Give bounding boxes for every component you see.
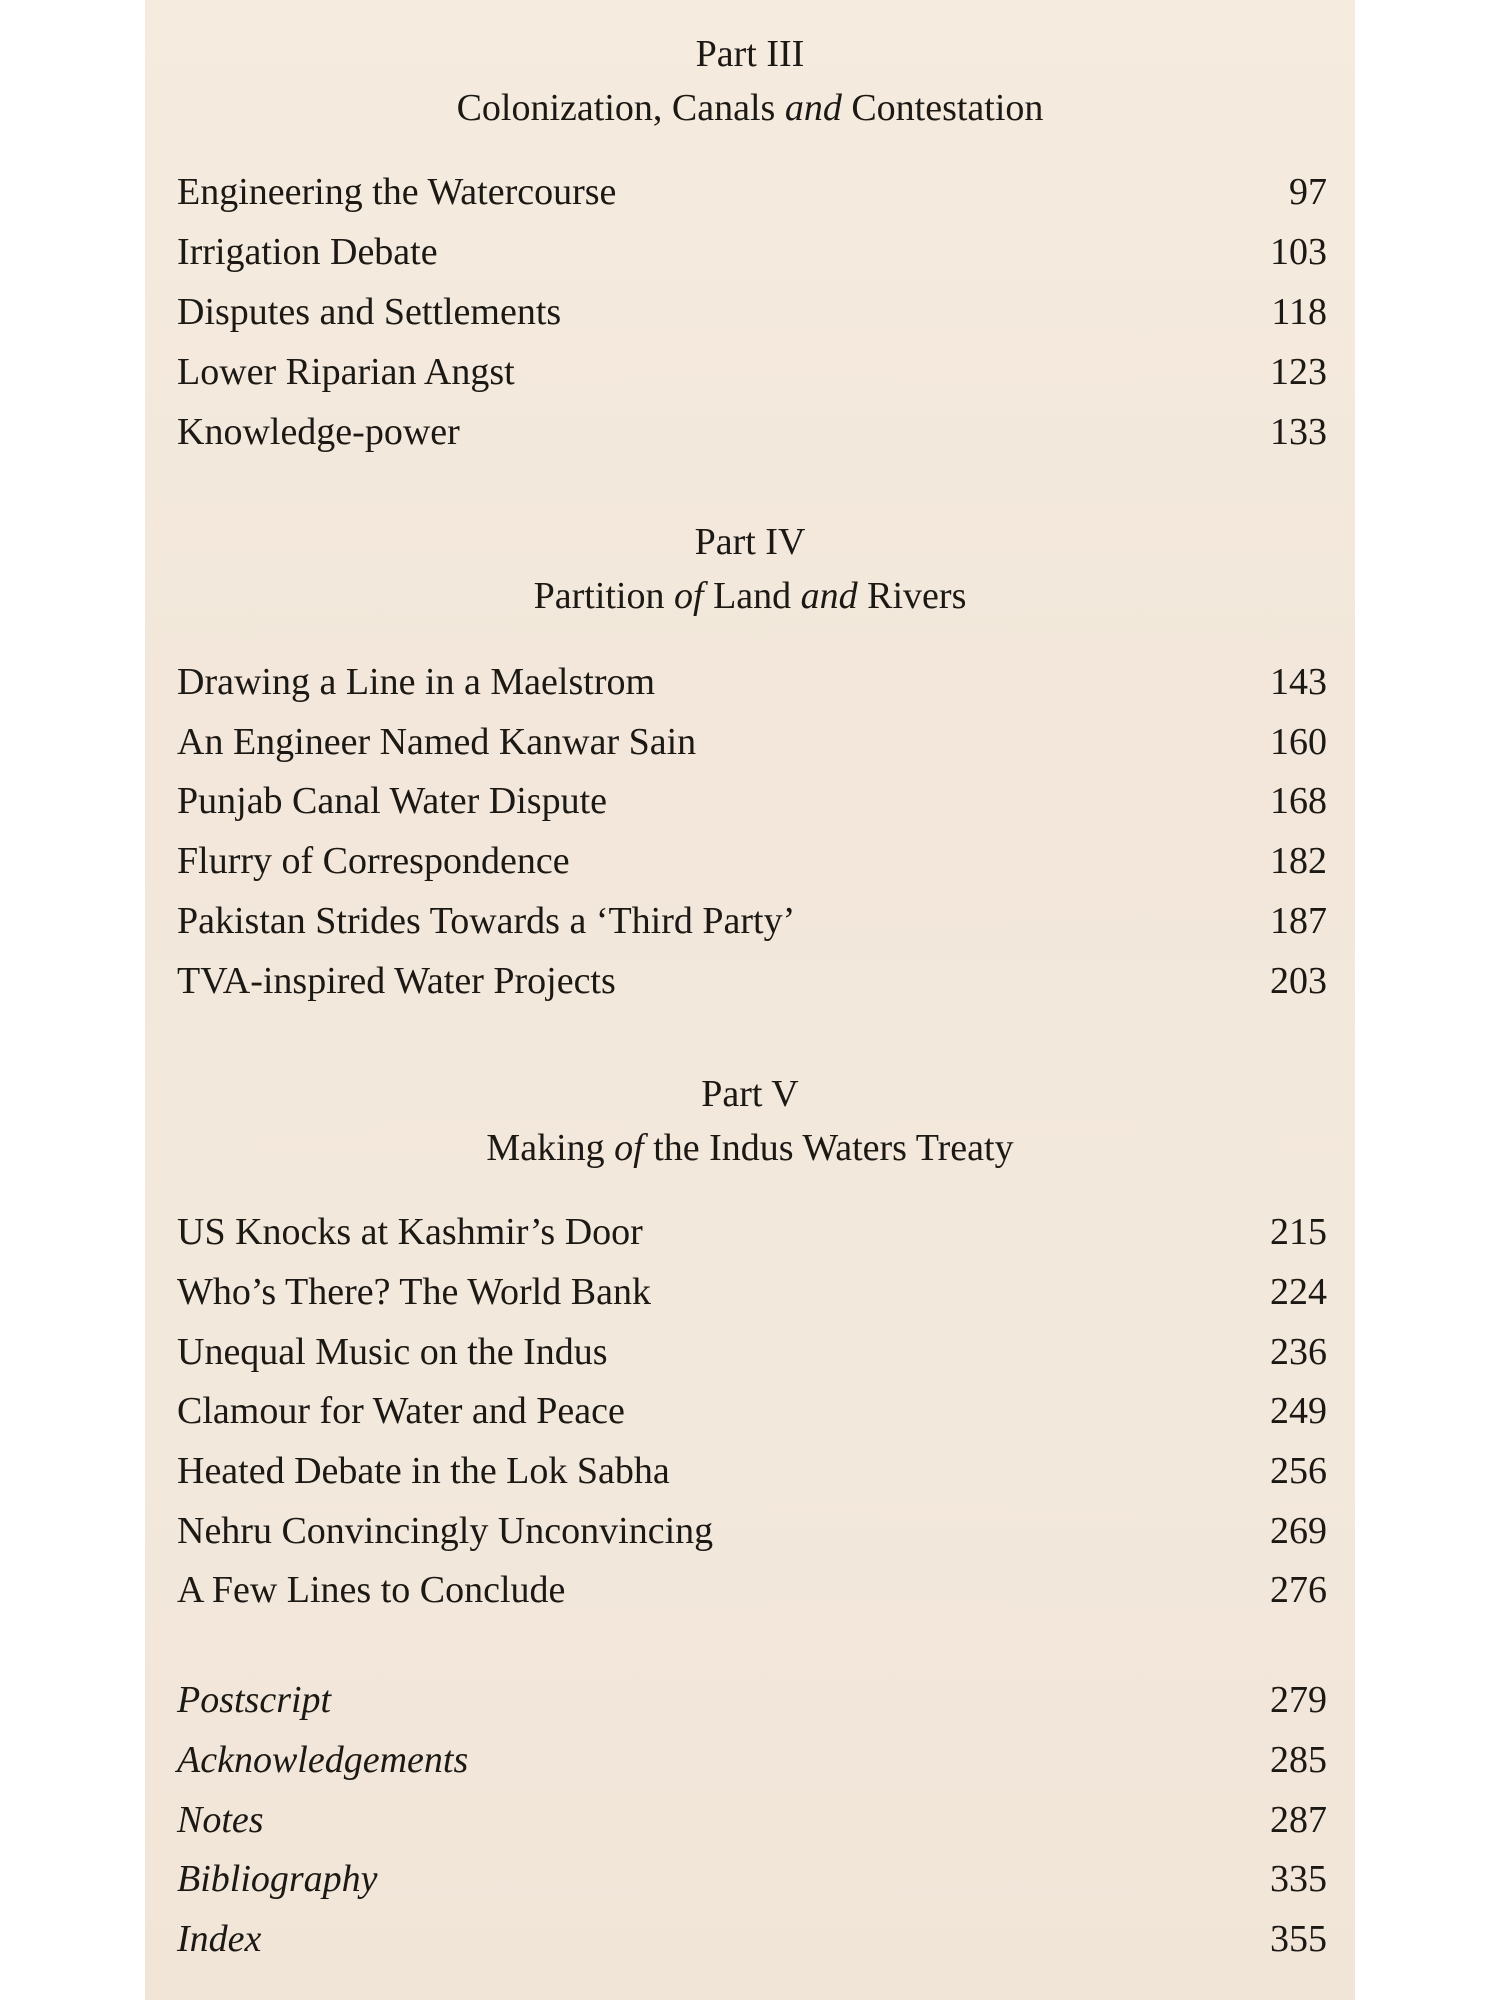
toc-entry-title: An Engineer Named Kanwar Sain bbox=[177, 721, 697, 763]
part-title-segment: Making bbox=[486, 1127, 615, 1169]
back-matter-title: Notes bbox=[177, 1799, 264, 1841]
toc-entry[interactable] bbox=[177, 1503, 1327, 1559]
part-title bbox=[145, 1122, 1355, 1174]
toc-entry-title: Knowledge-power bbox=[177, 411, 460, 453]
part-heading: Part V bbox=[701, 1073, 799, 1115]
toc-entry-page: 123 bbox=[1270, 351, 1327, 393]
toc-entry-title: US Knocks at Kashmir’s Door bbox=[177, 1211, 643, 1253]
toc-entry[interactable] bbox=[177, 953, 1327, 1009]
toc-entry-title: Unequal Music on the Indus bbox=[177, 1331, 608, 1373]
toc-entry[interactable] bbox=[177, 1324, 1327, 1380]
back-matter-entry[interactable] bbox=[177, 1851, 1327, 1907]
toc-entry-title: Drawing a Line in a Maelstrom bbox=[177, 661, 656, 703]
toc-entry-title: Lower Riparian Angst bbox=[177, 351, 515, 393]
toc-entry-title: Irrigation Debate bbox=[177, 231, 438, 273]
toc-entry-title: A Few Lines to Conclude bbox=[177, 1569, 566, 1611]
toc-entry-page: 276 bbox=[1270, 1569, 1327, 1611]
toc-entry-page: 103 bbox=[1270, 231, 1327, 273]
part-heading: Part IV bbox=[694, 521, 806, 563]
toc-entry-page: 168 bbox=[1270, 780, 1327, 822]
part-title bbox=[145, 82, 1355, 134]
toc-entry-page: 143 bbox=[1270, 661, 1327, 703]
toc-entry-page: 269 bbox=[1270, 1510, 1327, 1552]
back-matter-title: Index bbox=[177, 1918, 262, 1960]
back-matter-title: Acknowledgements bbox=[177, 1739, 469, 1781]
toc-entry[interactable] bbox=[177, 1443, 1327, 1499]
part-title-segment: of bbox=[614, 1127, 644, 1169]
toc-entry-title: Heated Debate in the Lok Sabha bbox=[177, 1450, 670, 1492]
toc-entry-page: 182 bbox=[1270, 840, 1327, 882]
toc-entry-page: 215 bbox=[1270, 1211, 1327, 1253]
back-matter-page: 355 bbox=[1270, 1918, 1327, 1960]
back-matter-entry[interactable] bbox=[177, 1672, 1327, 1728]
toc-entry-page: 160 bbox=[1270, 721, 1327, 763]
back-matter-page: 285 bbox=[1270, 1739, 1327, 1781]
toc-entry-page: 97 bbox=[1289, 171, 1327, 213]
back-matter-title: Bibliography bbox=[177, 1858, 378, 1900]
part-title-segment: Colonization, Canals bbox=[456, 87, 785, 129]
part-title-segment: Land bbox=[703, 575, 801, 617]
part-title-segment: and bbox=[800, 575, 858, 617]
toc-entry-page: 118 bbox=[1271, 291, 1327, 333]
toc-entry[interactable] bbox=[177, 284, 1327, 340]
toc-entry-title: Nehru Convincingly Unconvincing bbox=[177, 1510, 714, 1552]
toc-entry-title: Clamour for Water and Peace bbox=[177, 1390, 625, 1432]
book-page bbox=[145, 0, 1355, 2000]
toc-entry[interactable] bbox=[177, 404, 1327, 460]
toc-entry[interactable] bbox=[177, 224, 1327, 280]
toc-entry[interactable] bbox=[177, 164, 1327, 220]
part-heading: Part III bbox=[695, 33, 805, 75]
toc-entry[interactable] bbox=[177, 773, 1327, 829]
part-title-segment: and bbox=[784, 87, 842, 129]
back-matter-page: 287 bbox=[1270, 1799, 1327, 1841]
toc-entry-page: 203 bbox=[1270, 960, 1327, 1002]
toc-entry[interactable] bbox=[177, 1204, 1327, 1260]
back-matter-title: Postscript bbox=[177, 1679, 332, 1721]
toc-entry[interactable] bbox=[177, 833, 1327, 889]
toc-entry-page: 256 bbox=[1270, 1450, 1327, 1492]
back-matter-page: 335 bbox=[1270, 1858, 1327, 1900]
part-title bbox=[145, 570, 1355, 622]
toc-entry-title: Engineering the Watercourse bbox=[177, 171, 617, 213]
toc-entry-page: 236 bbox=[1270, 1331, 1327, 1373]
back-matter-entry[interactable] bbox=[177, 1732, 1327, 1788]
back-matter-entry[interactable] bbox=[177, 1911, 1327, 1967]
toc-entry-title: Pakistan Strides Towards a ‘Third Party’ bbox=[177, 900, 796, 942]
toc-entry[interactable] bbox=[177, 1383, 1327, 1439]
toc-entry[interactable] bbox=[177, 344, 1327, 400]
part-title-segment: Partition bbox=[533, 575, 675, 617]
toc-entry-page: 187 bbox=[1270, 900, 1327, 942]
back-matter-entry[interactable] bbox=[177, 1792, 1327, 1848]
back-matter-page: 279 bbox=[1270, 1679, 1327, 1721]
part-title-segment: Rivers bbox=[857, 575, 967, 617]
toc-entry[interactable] bbox=[177, 1562, 1327, 1618]
toc-entry-page: 133 bbox=[1270, 411, 1327, 453]
toc-entry-page: 224 bbox=[1270, 1271, 1327, 1313]
toc-entry-title: Flurry of Correspondence bbox=[177, 840, 570, 882]
toc-entry-title: Punjab Canal Water Dispute bbox=[177, 780, 607, 822]
toc-entry-page: 249 bbox=[1270, 1390, 1327, 1432]
toc-entry[interactable] bbox=[177, 893, 1327, 949]
toc-entry-title: TVA-inspired Water Projects bbox=[177, 960, 616, 1002]
part-title-segment: Contestation bbox=[841, 87, 1044, 129]
toc-entry-title: Who’s There? The World Bank bbox=[177, 1271, 651, 1313]
toc-entry[interactable] bbox=[177, 714, 1327, 770]
part-title-segment: of bbox=[674, 575, 704, 617]
toc-entry-title: Disputes and Settlements bbox=[177, 291, 562, 333]
part-title-segment: the Indus Waters Treaty bbox=[643, 1127, 1014, 1169]
toc-entry[interactable] bbox=[177, 654, 1327, 710]
toc-entry[interactable] bbox=[177, 1264, 1327, 1320]
